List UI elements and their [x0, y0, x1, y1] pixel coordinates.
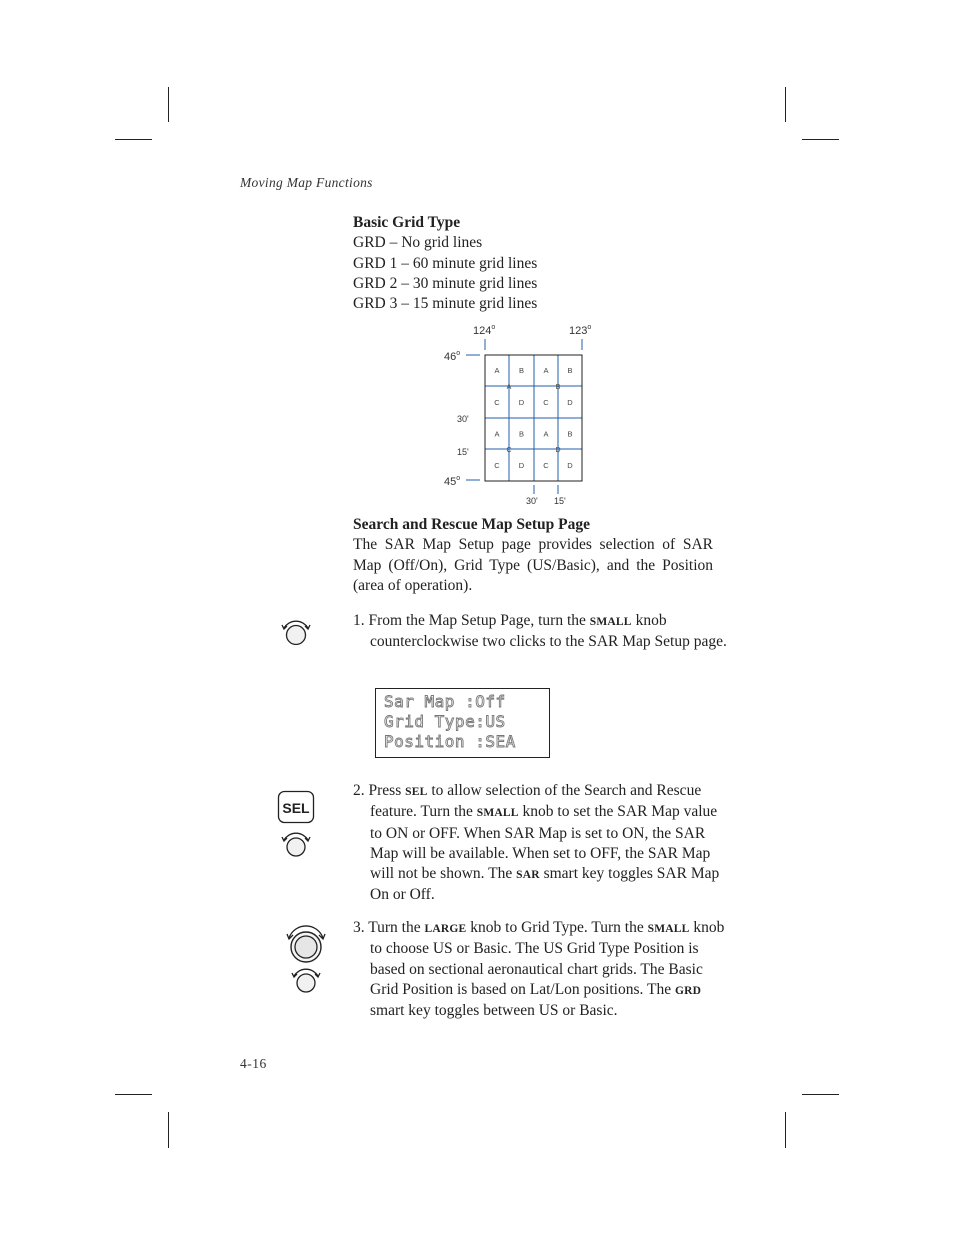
- grid-cell-label: D: [518, 398, 525, 407]
- step-2: [353, 781, 730, 906]
- crop-mark: [802, 139, 839, 140]
- sar-heading: Search and Rescue Map Setup Page: [353, 516, 590, 533]
- lat-bottom-label: 45$^o$: [444, 475, 461, 488]
- sel-button-icon: [277, 790, 315, 824]
- grid-cell-label: B: [567, 429, 573, 439]
- step-text: 3. Turn the: [353, 919, 425, 936]
- key-large: LARGE: [424, 923, 467, 935]
- grid-option: GRD 3 – 15 minute grid lines: [353, 295, 538, 313]
- grid-cell-label: D: [567, 398, 573, 407]
- sar-section: [353, 515, 713, 596]
- crop-mark: [115, 1094, 152, 1095]
- sar-map-setup-screen: [375, 688, 550, 758]
- lcd-line-sar-map: Sar Map :Off: [384, 692, 506, 711]
- crop-mark: [785, 87, 786, 122]
- grid-cell-label: A: [543, 366, 549, 375]
- basic-grid-heading: Basic Grid Type: [353, 214, 461, 231]
- step-text: knob counterclockwise two clicks to the SAR Map Setup page.: [370, 612, 727, 651]
- sar-intro: The SAR Map Setup page provides selection of SAR Map (Off/On), Grid Type (US/Basic), and the Position (area of operation).: [353, 536, 713, 594]
- key-small: SMALL: [647, 923, 690, 935]
- svg-text:SEL: SEL: [282, 800, 310, 816]
- grid-cell-label: A: [494, 429, 500, 439]
- step-1: [353, 611, 730, 653]
- crop-mark: [115, 139, 152, 140]
- step-text: knob to set the SAR Map value to ON or OFF. When SAR Map is set to ON, the SAR Map will be available. When set to OFF, the SAR Map will not be shown. The: [370, 803, 718, 883]
- key-sar: SAR: [516, 869, 540, 882]
- grid-center-label: B: [555, 384, 561, 391]
- grid-cell-label: B: [567, 366, 573, 375]
- lcd-line-position: Position :SEA: [384, 732, 516, 751]
- step-text: smart key toggles SAR Map On or Off.: [370, 865, 720, 904]
- key-small: SMALL: [476, 807, 519, 820]
- crop-mark: [785, 1112, 786, 1148]
- lat-15-label: 15': [457, 447, 469, 457]
- section-title: Moving Map Functions: [240, 175, 373, 190]
- step-text: knob to Grid Type. Turn the: [466, 919, 648, 936]
- crop-mark: [802, 1094, 839, 1095]
- key-small: SMALL: [589, 616, 632, 628]
- small-knob-icon: [289, 966, 323, 996]
- step-text: knob to choose US or Basic. The US Grid Type Position is based on sectional aeronautical chart grids. The Basic Grid Position is based on Lat/Lon positions. The: [370, 919, 725, 998]
- grid-center-label: A: [506, 384, 512, 391]
- key-grd: GRD: [674, 984, 702, 997]
- crop-mark: [168, 87, 169, 122]
- grid-cell-label: A: [494, 366, 500, 375]
- basic-grid-section: [353, 213, 713, 314]
- grid-option: GRD – No grid lines: [353, 234, 483, 252]
- lat-30-label: 30': [457, 414, 469, 424]
- small-knob-icon: [279, 616, 313, 650]
- grid-cell-label: D: [518, 461, 525, 470]
- small-knob-icon: [279, 830, 313, 860]
- large-knob-icon: [283, 922, 329, 966]
- grid-option: GRD 1 – 60 minute grid lines: [353, 254, 538, 272]
- step-text: smart key toggles between US or Basic.: [370, 1002, 618, 1020]
- grid-cell-label: A: [543, 429, 549, 439]
- lon-15-label: 15': [554, 496, 566, 506]
- step-text: to allow selection of the Search and Rescue feature. Turn the: [370, 782, 702, 821]
- lon-30-label: 30': [526, 496, 538, 506]
- key-sel: SEL: [405, 786, 428, 798]
- lon-right-label: 123$^o$: [569, 324, 592, 337]
- lat-top-label: 46$^o$: [444, 350, 461, 363]
- grid-cell-label: C: [494, 398, 500, 407]
- step-3: [353, 918, 730, 1021]
- lon-left-label: 124$^o$: [473, 324, 496, 337]
- grid-cell-label: D: [567, 461, 573, 470]
- grid-center-label: C: [506, 447, 512, 454]
- grid-cell-label: C: [543, 398, 549, 407]
- step-text: 2. Press: [353, 782, 406, 799]
- crop-mark: [168, 1112, 169, 1148]
- lcd-line-grid-type: Grid Type:US: [384, 712, 506, 731]
- page-number: 4-16: [240, 1056, 267, 1071]
- grid-cell-label: B: [518, 429, 525, 439]
- grid-cell-label: C: [543, 461, 549, 470]
- grid-cell-label: B: [518, 366, 525, 375]
- grid-option: GRD 2 – 30 minute grid lines: [353, 274, 538, 292]
- step-text: 1. From the Map Setup Page, turn the: [353, 612, 590, 629]
- grid-center-label: D: [555, 447, 561, 454]
- grid-diagram: [430, 318, 610, 510]
- grid-cell-label: C: [494, 461, 500, 470]
